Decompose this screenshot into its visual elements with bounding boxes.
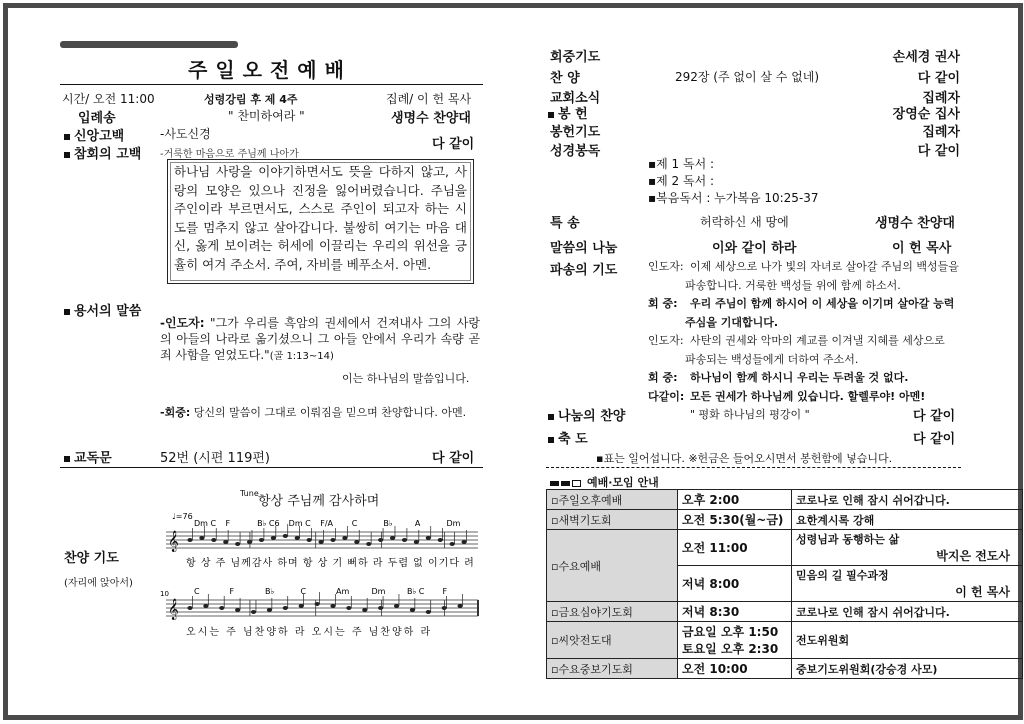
page-title: 주일오전예배 (188, 58, 352, 82)
chord-symbol: C (194, 587, 200, 596)
heading-bar-icon (561, 481, 570, 486)
music-note (267, 608, 272, 612)
music-note (362, 608, 367, 612)
schedule-time: 오전 5:30(월~금) (678, 510, 792, 530)
music-note (426, 536, 431, 540)
chord-symbol: Dm (446, 519, 461, 528)
sending-prayer-label: 파송의 기도 (550, 263, 618, 278)
schedule-name: ▫수요예배 (547, 530, 678, 602)
music-note (394, 604, 399, 608)
schedule-name: ▫새벽기도회 (547, 510, 678, 530)
heading-bar-icon (550, 481, 559, 486)
sending-text: 하나님이 함께 하시니 우리는 두려울 것 없다. (690, 371, 909, 384)
entry-hymn-title: " 찬미하여라 " (228, 109, 305, 123)
schedule-note: 중보기도위원회(강승경 사모) (792, 659, 1023, 679)
music-note (315, 602, 320, 606)
absolution-people-label: -회중: (160, 406, 191, 419)
sermon-preacher: 이 헌 목사 (892, 241, 952, 256)
closing-hymn-title: " 평화 하나님의 평강이 " (690, 408, 810, 421)
schedule-time: 오전 11:00 (678, 530, 792, 566)
schedule-table (546, 489, 1023, 679)
chord-symbol: Dm C (194, 519, 217, 528)
chord-symbol: F (442, 587, 448, 596)
svg-text:𝄞: 𝄞 (168, 599, 179, 620)
absolution-closing: 이는 하나님의 말씀입니다. (342, 372, 470, 385)
sheet-music (158, 496, 483, 641)
chord-symbol: B♭ (383, 519, 393, 528)
music-note (342, 536, 347, 540)
sending-text: 이제 세상으로 나가 빛의 자녀로 살아갈 주님의 백성들을 (690, 260, 959, 273)
presider: 집례/ 이 헌 목사 (386, 92, 472, 106)
chord-symbol: B♭ C (407, 587, 425, 596)
schedule-time: 저녁 8:00 (678, 566, 792, 602)
absolution-leader-label: -인도자: (160, 316, 205, 330)
sending-text: 모든 권세가 하나님께 있습니다. 할렐루야! 아멘! (690, 389, 926, 403)
confession-text: 하나님 사랑을 이야기하면서도 뜻을 다하지 않고, 사랑의 모양은 있으나 진정을 잃어버렸습니다. 주님을 주인이라 부르면서도, 스스로 주인이 되고자 하는 시도를 멈추지 않고 살아갑니다. 불쌍히 여기는 마음 대신, 옳게 보이려는 허세에 이끌리는 우리의 위선을 긍휼히 여겨 주소서. 주여, 자비를 베푸소서. 아멘. (174, 164, 467, 272)
table-row (547, 490, 1023, 510)
heading-box-icon (572, 480, 581, 487)
music-note (410, 608, 415, 612)
schedule-name: ▫주일오후예배 (547, 490, 678, 510)
music-note (283, 606, 288, 610)
schedule-name: ▫씨앗전도대 (547, 622, 678, 659)
schedule-time: 저녁 8:30 (678, 602, 792, 622)
sending-speaker: 인도자: (648, 334, 684, 347)
special-song-by: 생명수 찬양대 (875, 216, 955, 231)
lyrics-line-1: 항 상 주 님께감사 하며 항 상 기 뻐하 라 두렴 없 이기다 려 (186, 558, 475, 569)
table-row (547, 510, 1023, 530)
schedule-note: 요한계시록 강해 (792, 510, 1023, 530)
music-note (235, 542, 240, 546)
music-note (330, 538, 335, 542)
schedule-time: 오후 2:00 (678, 490, 792, 510)
order-row-person: 손세경 권사 (892, 50, 960, 65)
order-row-label: 봉 헌 (548, 103, 588, 122)
chord-symbol: Dm (371, 587, 386, 596)
order-row-label: 봉헌기도 (550, 125, 601, 140)
absolution-label: 용서의 말씀 (64, 300, 141, 319)
service-time: 시간/ 오전 11:00 (62, 92, 155, 106)
order-row-label: 회중기도 (550, 50, 601, 65)
music-note (366, 542, 371, 546)
sending-speaker: 회 중: (648, 297, 678, 310)
music-note (223, 540, 228, 544)
line-number: 10 (160, 590, 169, 598)
order-row-person: 집례자 (922, 125, 960, 140)
table-row (547, 659, 1023, 679)
special-song-title: 허락하신 새 땅에 (700, 215, 789, 229)
music-note (346, 606, 351, 610)
music-note (414, 540, 419, 544)
creed-text: -사도신경 (160, 127, 211, 141)
music-note (438, 538, 443, 542)
chord-symbol: C (351, 519, 358, 528)
music-note (378, 538, 383, 542)
sermon-title: 이와 같이 하라 (712, 241, 797, 256)
absolution-leader-text: "그가 우리를 흑암의 권세에서 건져내사 그의 사랑의 아들의 나라로 옮기셨으니 그 아들 안에서 우리가 속량 곧 죄 사함을 얻었도다." (160, 316, 480, 362)
music-note (283, 534, 288, 538)
music-note (295, 536, 300, 540)
order-row-person: 장영순 집사 (892, 107, 960, 122)
confession-box (167, 159, 474, 284)
music-note (307, 538, 312, 542)
absolution-ref: (골 1:13~14) (269, 351, 334, 362)
reading-item: ▪제 2 독서 : (648, 174, 715, 188)
responsive-label: 교독문 (64, 447, 112, 466)
order-row-label: 성경봉독 (550, 144, 601, 159)
sending-speaker: 회 중: (648, 371, 678, 384)
lyrics-line-2: 오시는 주 님찬양하 라 오시는 주 님찬양하 라 (186, 627, 433, 638)
sending-text: 파송되는 백성들에게 더하여 주소서. (685, 352, 859, 366)
svg-text:𝄞: 𝄞 (168, 531, 179, 552)
order-row-label: 찬 양 (550, 71, 580, 86)
music-note (187, 606, 192, 610)
music-note (330, 604, 335, 608)
reading-item: ▪복음독서 : 누가복음 10:25-37 (648, 191, 819, 205)
reading-item: ▪제 1 독서 : (648, 157, 715, 171)
chord-symbol: C (300, 587, 307, 596)
music-note (318, 540, 323, 544)
chord-symbol: F/A (320, 519, 334, 528)
closing-hymn-by: 다 같이 (913, 409, 956, 424)
sending-speaker: 다같이: (648, 389, 685, 403)
music-note (259, 538, 264, 542)
entry-hymn-label: 입례송 (78, 111, 116, 126)
confession-sub: -거룩한 마음으로 주님께 나아가 (160, 149, 299, 160)
chord-symbol: Dm C (288, 519, 311, 528)
absolution-people-text: 당신의 말씀이 그대로 이뤄짐을 믿으며 찬양합니다. 아멘. (193, 406, 467, 419)
closing-hymn-label: 나눔의 찬양 (548, 405, 625, 424)
order-row-person: 다 같이 (917, 144, 960, 159)
schedule-note: 성령님과 동행하는 삶 박지은 전도사 (792, 530, 1023, 566)
notice-rule (546, 467, 961, 468)
sung-prayer-note: (자리에 앉아서) (64, 578, 133, 589)
chord-symbol: B♭ C6 (257, 519, 280, 528)
sermon-label: 말씀의 나눔 (550, 241, 618, 256)
sending-text: 주심을 기대합니다. (685, 315, 779, 329)
sending-text: 파송합니다. 거룩한 백성들 위에 함께 하소서. (685, 278, 901, 292)
schedule-name: ▫금요심야기도회 (547, 602, 678, 622)
music-note (235, 608, 240, 612)
chord-symbol: B♭ (265, 587, 275, 596)
table-row (547, 602, 1023, 622)
absolution-leader (160, 315, 480, 365)
schedule-note: 믿음의 길 필수과정 이 헌 목사 (792, 566, 1023, 602)
table-row (547, 622, 1023, 659)
confession-by: 다 같이 (432, 137, 475, 152)
order-row-detail: 292장 (주 없이 살 수 없네) (675, 70, 820, 84)
absolution-people (160, 404, 466, 420)
chord-symbol: Am (336, 587, 350, 596)
responsive-by: 다 같이 (432, 451, 475, 466)
order-row-person: 집례자 (922, 91, 960, 106)
sung-prayer-label: 찬양 기도 (64, 551, 119, 566)
order-row-person: 다 같이 (917, 71, 960, 86)
confession-label: 참회의 고백 (64, 143, 141, 162)
standing-notice: ▪표는 일어섭니다. ※헌금은 들어오시면서 봉헌함에 넣습니다. (596, 452, 893, 465)
benediction-by: 다 같이 (913, 432, 956, 447)
entry-hymn-choir: 생명수 찬양대 (391, 111, 471, 126)
tempo-mark: ♩=76 (172, 512, 193, 521)
music-note (187, 538, 192, 542)
chord-symbol: F (229, 587, 235, 596)
music-note (461, 540, 466, 544)
table-row (547, 530, 1023, 566)
creed-label: 신앙고백 (64, 125, 124, 144)
schedule-time: 오전 10:00 (678, 659, 792, 679)
sending-text: 우리 주님이 함께 하시어 이 세상을 이기며 살아갈 능력 (690, 297, 955, 310)
music-note (390, 536, 395, 540)
music-note (402, 538, 407, 542)
song-title-prefix: Tune (240, 489, 259, 498)
liturgical-season: 성령강림 후 제 4주 (204, 93, 298, 106)
decorative-bar (60, 41, 238, 48)
music-note (378, 606, 383, 610)
chord-symbol: F (225, 519, 231, 528)
responsive-text: 52번 (시편 119편) (160, 451, 270, 466)
order-row-label: 교회소식 (550, 91, 601, 106)
music-note (211, 538, 216, 542)
schedule-note: 전도위원회 (792, 622, 1023, 659)
music-note (299, 604, 304, 608)
sending-speaker: 인도자: (648, 260, 684, 273)
music-note (199, 536, 204, 540)
music-note (450, 542, 455, 546)
music-note (219, 606, 224, 610)
schedule-heading: 예배·모임 안내 (550, 474, 659, 490)
schedule-note: 코로나로 인해 잠시 쉬어갑니다. (792, 490, 1023, 510)
chord-symbol: A (414, 519, 421, 528)
music-note (271, 536, 276, 540)
song-title: 항상 주님께 감사하며 (258, 494, 380, 509)
schedule-time: 금요일 오후 1:50 토요일 오후 2:30 (678, 622, 792, 659)
schedule-name: ▫수요중보기도회 (547, 659, 678, 679)
music-note (458, 604, 463, 608)
music-note (251, 610, 256, 614)
section-rule (60, 467, 483, 468)
music-note (354, 540, 359, 544)
benediction-label: 축 도 (548, 428, 588, 447)
sending-text: 사탄의 권세와 악마의 계교를 이겨낼 지혜를 세상으로 (690, 334, 945, 347)
title-rule (60, 84, 483, 85)
music-note (426, 610, 431, 614)
music-note (203, 604, 208, 608)
schedule-note: 코로나로 인해 잠시 쉬어갑니다. (792, 602, 1023, 622)
special-song-label: 특 송 (550, 216, 580, 231)
